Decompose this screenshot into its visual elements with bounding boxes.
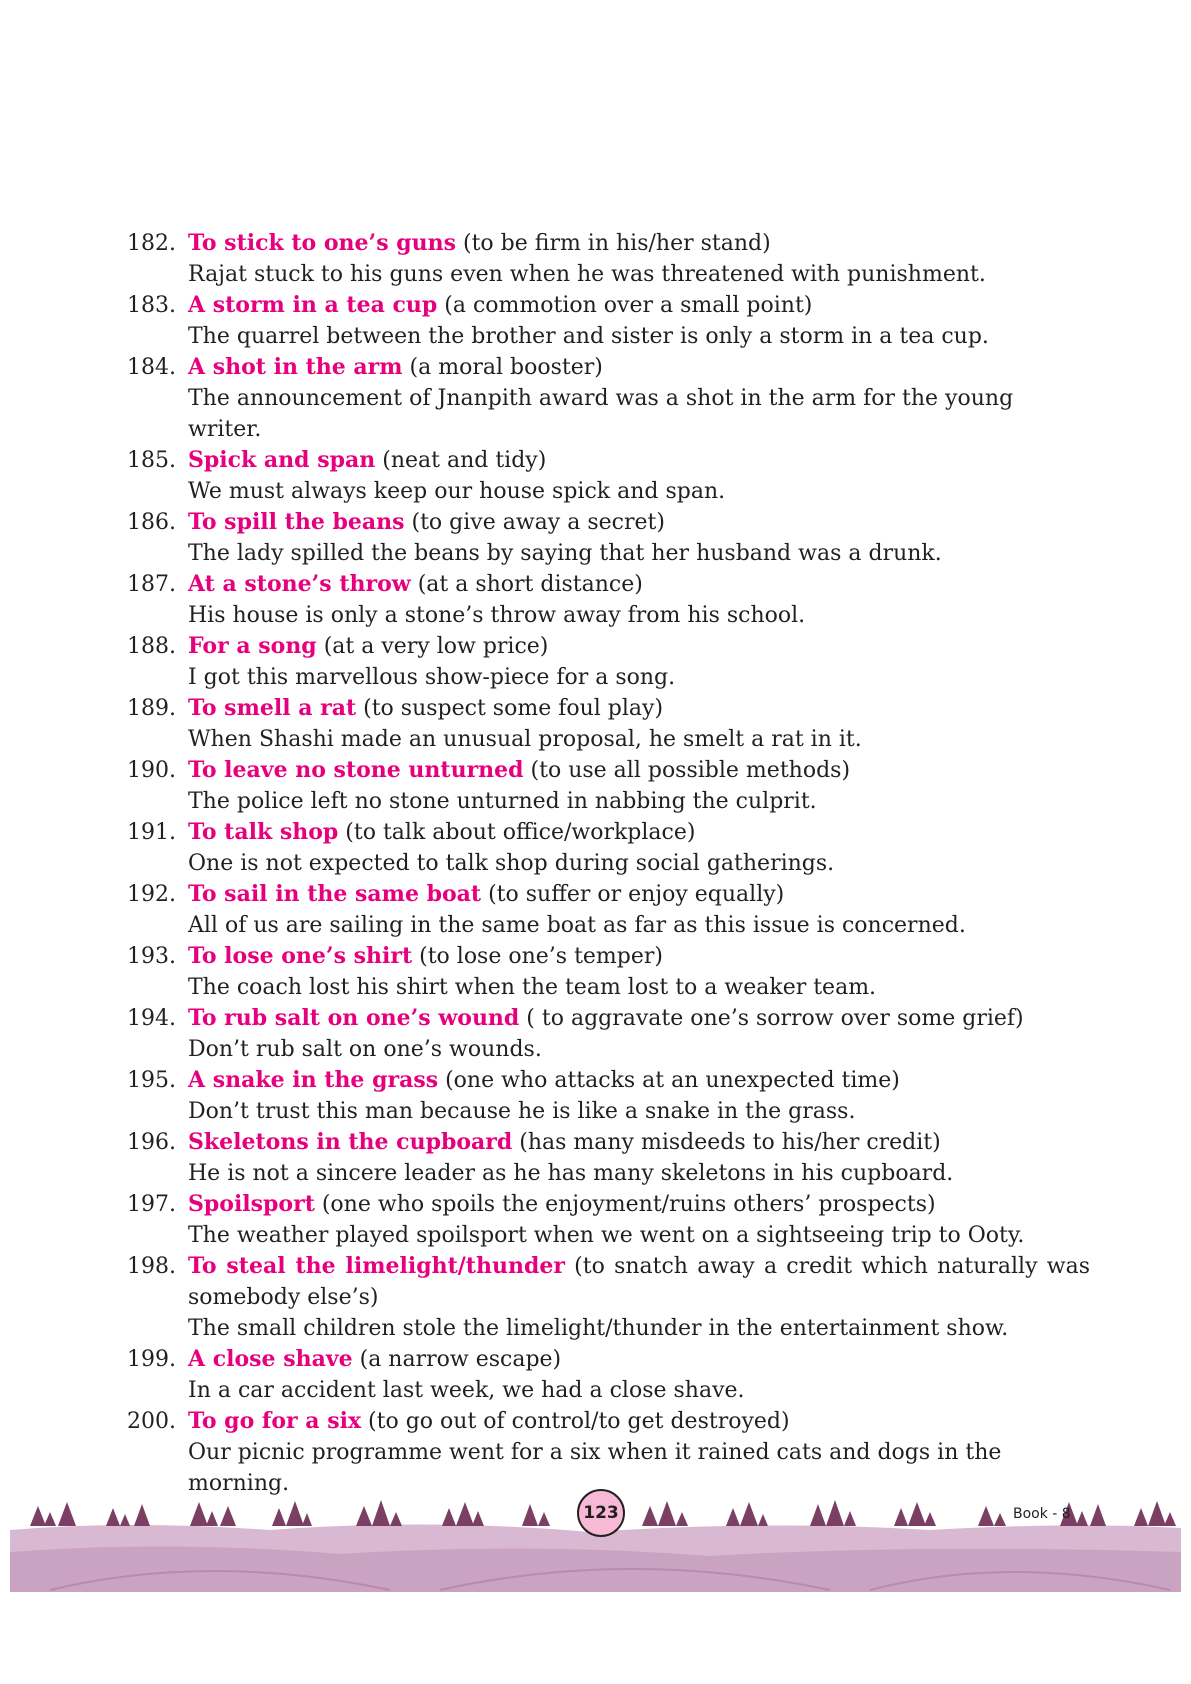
entry-number: 190.	[127, 758, 176, 783]
idiom-phrase: Spick and span	[188, 447, 376, 473]
idiom-entry	[110, 1344, 1090, 1406]
idiom-meaning: ( to aggravate one’s sorrow over some grief)	[519, 1006, 1024, 1031]
entry-number: 192.	[127, 882, 176, 907]
idiom-example: Don’t trust this man because he is like a snake in the grass.	[188, 1099, 856, 1124]
idiom-entry	[110, 445, 1090, 507]
idiom-meaning: (one who attacks at an unexpected time)	[438, 1068, 900, 1093]
entry-number: 199.	[127, 1347, 176, 1372]
entry-definition	[188, 507, 1090, 538]
entry-body	[188, 1127, 1090, 1189]
idiom-example: The weather played spoilsport when we went on a sightseeing trip to Ooty.	[188, 1223, 1025, 1248]
page-number: 123	[583, 1503, 619, 1523]
entry-body	[188, 941, 1090, 1003]
idiom-example: The quarrel between the brother and sister is only a storm in a tea cup.	[188, 324, 989, 349]
idiom-meaning: (to go out of control/to get destroyed)	[361, 1409, 790, 1434]
idiom-phrase: Spoilsport	[188, 1191, 315, 1217]
entry-definition	[188, 755, 1090, 786]
entry-definition	[188, 1189, 1090, 1220]
entry-definition	[188, 445, 1090, 476]
entry-number: 191.	[127, 820, 176, 845]
idiom-example: One is not expected to talk shop during social gatherings.	[188, 851, 835, 876]
entry-number: 197.	[127, 1192, 176, 1217]
entry-definition	[188, 817, 1090, 848]
entry-definition	[188, 228, 1090, 259]
entry-body	[188, 569, 1090, 631]
idiom-meaning: (a commotion over a small point)	[437, 293, 813, 318]
idiom-example: The police left no stone unturned in nabbing the culprit.	[188, 789, 817, 814]
entry-definition	[188, 1065, 1090, 1096]
entry-definition	[188, 879, 1090, 910]
idiom-meaning: (to snatch away a credit which naturally was somebody else’s)	[188, 1254, 1090, 1310]
entry-number: 182.	[127, 231, 176, 256]
book-label: Book - 8	[1013, 1506, 1071, 1522]
entry-body	[188, 1251, 1090, 1344]
entry-number: 196.	[127, 1130, 176, 1155]
idiom-phrase: To talk shop	[188, 819, 339, 845]
entry-number: 189.	[127, 696, 176, 721]
entry-number: 185.	[127, 448, 176, 473]
entry-body	[188, 879, 1090, 941]
entry-number: 193.	[127, 944, 176, 969]
idiom-example: All of us are sailing in the same boat as far as this issue is concerned.	[188, 913, 966, 938]
entry-number: 188.	[127, 634, 176, 659]
idiom-example: The lady spilled the beans by saying that her husband was a drunk.	[188, 541, 942, 566]
entry-definition	[188, 1127, 1090, 1158]
entry-definition	[188, 1344, 1090, 1375]
idiom-list	[110, 228, 1090, 1499]
entry-body	[188, 1189, 1090, 1251]
idiom-example: I got this marvellous show-piece for a song.	[188, 665, 676, 690]
entry-number: 198.	[127, 1254, 176, 1279]
idiom-meaning: (to be firm in his/her stand)	[456, 231, 771, 256]
idiom-phrase: To leave no stone unturned	[188, 757, 524, 783]
idiom-phrase: A snake in the grass	[188, 1067, 439, 1093]
idiom-example: The announcement of Jnanpith award was a shot in the arm for the young writer.	[188, 386, 1014, 442]
entry-body	[188, 817, 1090, 879]
idiom-entry	[110, 1127, 1090, 1189]
idiom-example: Don’t rub salt on one’s wounds.	[188, 1037, 542, 1062]
entry-number: 200.	[127, 1409, 176, 1434]
idiom-phrase: To go for a six	[188, 1408, 362, 1434]
idiom-meaning: (to use all possible methods)	[523, 758, 851, 783]
entry-definition	[188, 290, 1090, 321]
entry-number: 194.	[127, 1006, 176, 1031]
idiom-entry	[110, 569, 1090, 631]
idiom-example: We must always keep our house spick and span.	[188, 479, 726, 504]
idiom-phrase: To steal the limelight/thunder	[188, 1253, 565, 1279]
idiom-meaning: (at a short distance)	[410, 572, 643, 597]
entry-definition	[188, 1406, 1090, 1437]
idiom-meaning: (a moral booster)	[402, 355, 603, 380]
idiom-meaning: (at a very low price)	[316, 634, 549, 659]
entry-number: 183.	[127, 293, 176, 318]
idiom-meaning: (to give away a secret)	[404, 510, 665, 535]
entry-body	[188, 1344, 1090, 1406]
idiom-phrase: A close shave	[188, 1346, 353, 1372]
idiom-meaning: (one who spoils the enjoyment/ruins others’ prospects)	[314, 1192, 936, 1217]
entry-number: 184.	[127, 355, 176, 380]
idiom-entry	[110, 1065, 1090, 1127]
idiom-entry	[110, 755, 1090, 817]
idiom-meaning: (to suspect some foul play)	[356, 696, 664, 721]
entry-number: 186.	[127, 510, 176, 535]
idiom-phrase: A shot in the arm	[188, 354, 403, 380]
idiom-entry	[110, 507, 1090, 569]
entry-body	[188, 755, 1090, 817]
entry-body	[188, 1003, 1090, 1065]
entry-definition	[188, 941, 1090, 972]
entry-body	[188, 445, 1090, 507]
entry-number: 195.	[127, 1068, 176, 1093]
entry-definition	[188, 1003, 1090, 1034]
entry-body	[188, 228, 1090, 290]
entry-definition	[188, 569, 1090, 600]
page-number-badge	[577, 1489, 625, 1537]
idiom-example: Rajat stuck to his guns even when he was threatened with punishment.	[188, 262, 986, 287]
idiom-phrase: A storm in a tea cup	[188, 292, 438, 318]
idiom-entry	[110, 290, 1090, 352]
idiom-meaning: (to talk about office/workplace)	[338, 820, 696, 845]
idiom-phrase: To lose one’s shirt	[188, 943, 413, 969]
idiom-entry	[110, 631, 1090, 693]
entry-body	[188, 290, 1090, 352]
idiom-example: He is not a sincere leader as he has many skeletons in his cupboard.	[188, 1161, 954, 1186]
idiom-entry	[110, 879, 1090, 941]
idiom-entry	[110, 817, 1090, 879]
entry-body	[188, 507, 1090, 569]
idiom-meaning: (a narrow escape)	[352, 1347, 562, 1372]
idiom-meaning: (has many misdeeds to his/her credit)	[512, 1130, 941, 1155]
entry-number: 187.	[127, 572, 176, 597]
entry-body	[188, 352, 1090, 445]
idiom-example: His house is only a stone’s throw away from his school.	[188, 603, 806, 628]
idiom-example: In a car accident last week, we had a close shave.	[188, 1378, 745, 1403]
idiom-meaning: (to lose one’s temper)	[412, 944, 663, 969]
idiom-entry	[110, 693, 1090, 755]
entry-body	[188, 1065, 1090, 1127]
entry-body	[188, 631, 1090, 693]
entry-body	[188, 693, 1090, 755]
idiom-example: When Shashi made an unusual proposal, he smelt a rat in it.	[188, 727, 862, 752]
idiom-phrase: At a stone’s throw	[188, 571, 411, 597]
idiom-meaning: (to suffer or enjoy equally)	[481, 882, 785, 907]
idiom-entry	[110, 352, 1090, 445]
idiom-entry	[110, 941, 1090, 1003]
entry-definition	[188, 631, 1090, 662]
idiom-phrase: To smell a rat	[188, 695, 357, 721]
idiom-entry	[110, 1003, 1090, 1065]
idiom-entry	[110, 1189, 1090, 1251]
idiom-entry	[110, 1251, 1090, 1344]
entry-definition	[188, 352, 1090, 383]
idiom-entry	[110, 228, 1090, 290]
idiom-phrase: To rub salt on one’s wound	[188, 1005, 520, 1031]
entry-definition	[188, 1251, 1090, 1313]
entry-definition	[188, 693, 1090, 724]
idiom-phrase: To stick to one’s guns	[188, 230, 457, 256]
idiom-meaning: (neat and tidy)	[375, 448, 547, 473]
idiom-phrase: Skeletons in the cupboard	[188, 1129, 513, 1155]
idiom-example: The coach lost his shirt when the team lost to a weaker team.	[188, 975, 877, 1000]
idiom-phrase: For a song	[188, 633, 317, 659]
idiom-example: The small children stole the limelight/thunder in the entertainment show.	[188, 1316, 1009, 1341]
idiom-phrase: To spill the beans	[188, 509, 405, 535]
idiom-example: Our picnic programme went for a six when it rained cats and dogs in the morning.	[188, 1440, 1002, 1496]
idiom-phrase: To sail in the same boat	[188, 881, 482, 907]
